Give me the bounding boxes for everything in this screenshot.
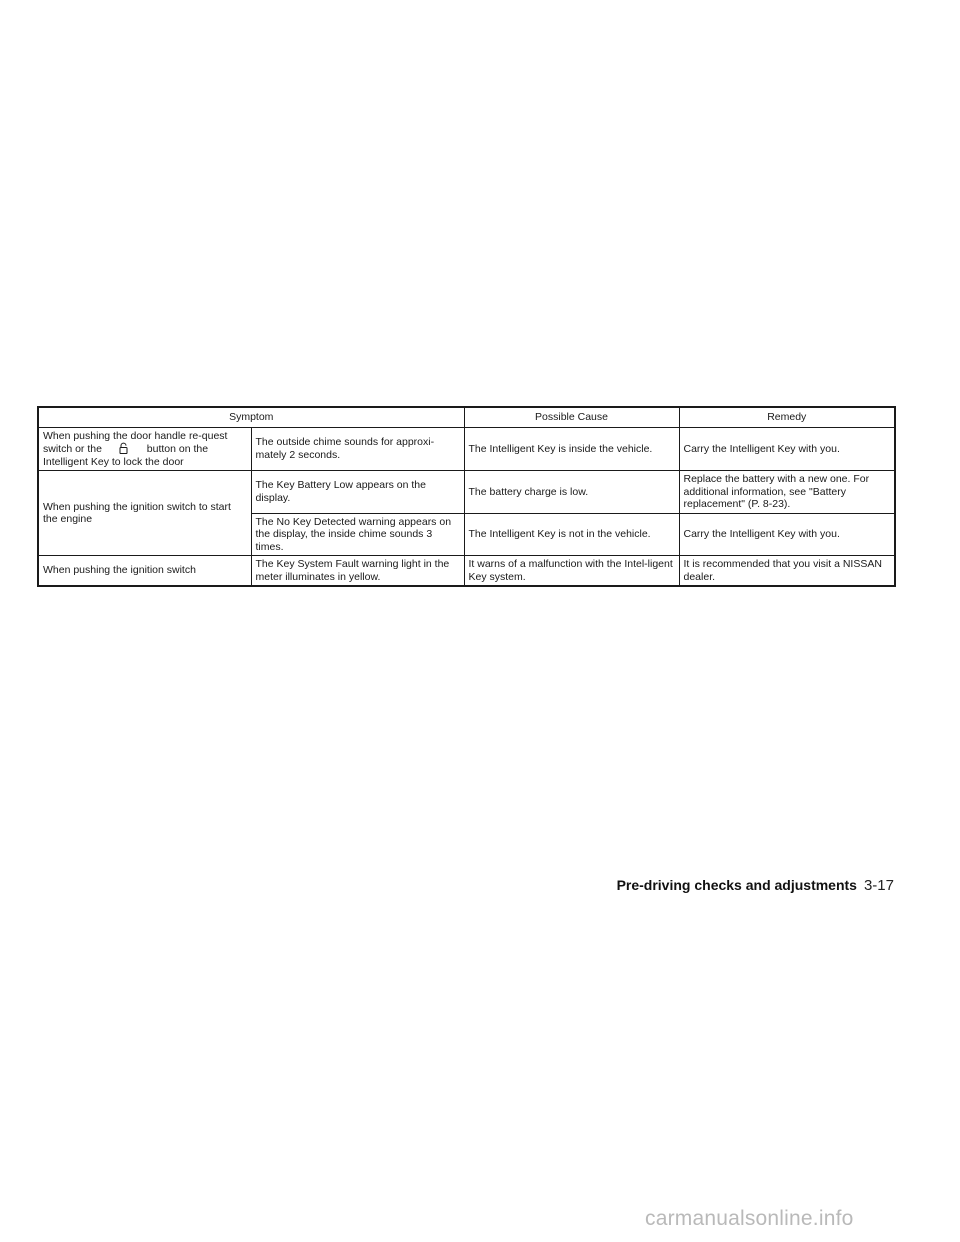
condition-cell: The Key Battery Low appears on the display. — [251, 471, 464, 514]
header-symptom: Symptom — [38, 407, 464, 427]
table-row — [38, 427, 895, 471]
cause-cell: It warns of a malfunction with the Intel-ligent Key system. — [464, 556, 679, 587]
cause-cell: The Intelligent Key is inside the vehicle. — [464, 427, 679, 471]
condition-cell: The outside chime sounds for approxi-mately 2 seconds. — [251, 427, 464, 471]
header-remedy: Remedy — [679, 407, 895, 427]
condition-cell: The No Key Detected warning appears on the display, the inside chime sounds 3 times. — [251, 513, 464, 556]
page-number: 3-17 — [863, 877, 894, 894]
cause-cell: The Intelligent Key is not in the vehicle. — [464, 513, 679, 556]
symptom-cell: When pushing the ignition switch to start the engine — [38, 471, 251, 556]
symptom-text-before: When pushing the door handle re-quest switch or the — [43, 429, 228, 455]
watermark: carmanualsonline.info — [645, 1207, 854, 1230]
page-footer — [617, 877, 894, 894]
symptom-cell: When pushing the ignition switch — [38, 556, 251, 587]
table-row — [38, 471, 895, 514]
symptom-cell — [38, 427, 251, 471]
table-header-row — [38, 407, 895, 427]
remedy-cell: Carry the Intelligent Key with you. — [679, 427, 895, 471]
troubleshooting-table — [37, 406, 896, 587]
remedy-cell: Replace the battery with a new one. For additional information, see "Battery replacement" (P. 8-23). — [679, 471, 895, 514]
lock-icon — [119, 442, 128, 454]
condition-cell: The Key System Fault warning light in the meter illuminates in yellow. — [251, 556, 464, 587]
table-row — [38, 556, 895, 587]
remedy-cell: It is recommended that you visit a NISSAN dealer. — [679, 556, 895, 587]
remedy-cell: Carry the Intelligent Key with you. — [679, 513, 895, 556]
symptom-text-after: button on the Intelligent Key to lock the door — [43, 443, 209, 468]
header-possible-cause: Possible Cause — [464, 407, 679, 427]
section-title: Pre-driving checks and adjustments — [616, 877, 857, 893]
cause-cell: The battery charge is low. — [464, 471, 679, 514]
